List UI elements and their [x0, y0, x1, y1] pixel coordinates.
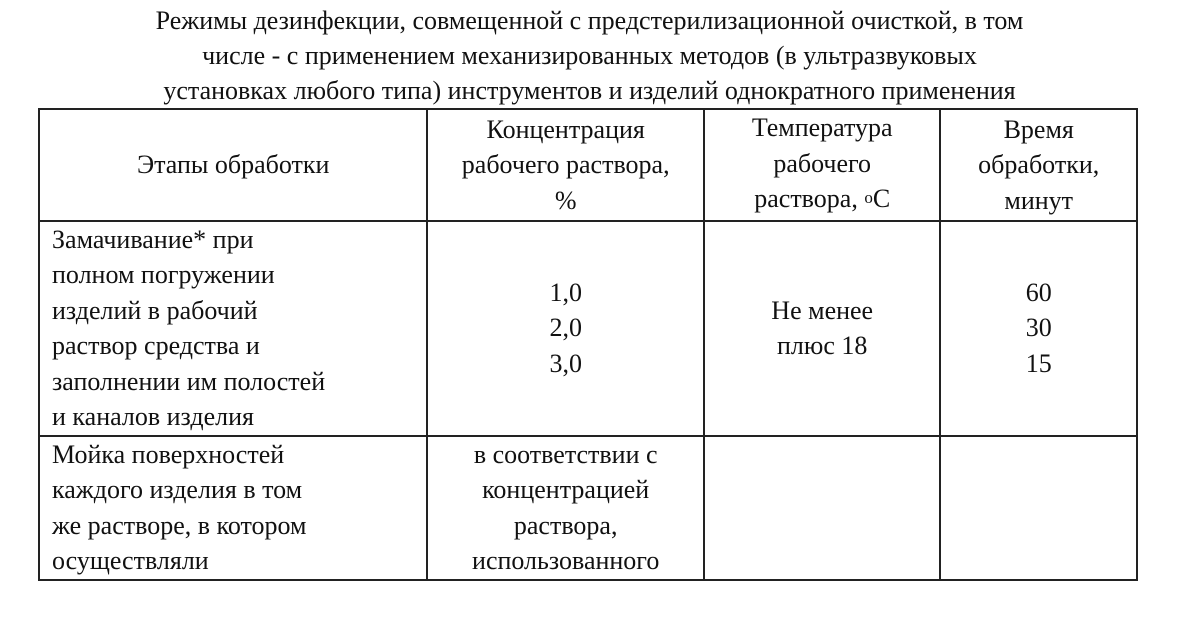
document-title: [20, 3, 1159, 108]
table-row: [39, 436, 1137, 580]
temperature-cell: [704, 436, 940, 580]
stage-cell: Мойка поверхностей каждого изделия в том же растворе, в котором осуществляли: [39, 436, 427, 580]
table-row: [39, 221, 1137, 436]
header-temperature: Температура рабочего раствора, $^о$С: [704, 109, 940, 221]
table-header-row: [39, 109, 1137, 221]
title-line: числе - с применением механизированных методов (в ультразвуковых: [202, 41, 977, 70]
header-stages: Этапы обработки: [39, 109, 427, 221]
degree-sign: о: [864, 188, 873, 207]
regimes-table: [38, 108, 1138, 581]
time-cell: [940, 436, 1137, 580]
stage-cell: Замачивание* при полном погружении изделий в рабочий раствор средства и заполнении им полостей и каналов изделия: [39, 221, 427, 436]
header-time: Время обработки, минут: [940, 109, 1137, 221]
title-line: Режимы дезинфекции, совмещенной с предстерилизационной очисткой, в том: [155, 6, 1024, 35]
temperature-cell: Не менее плюс 18: [704, 221, 940, 436]
header-concentration: Концентрация рабочего раствора, %: [427, 109, 704, 221]
time-cell: 60 30 15: [940, 221, 1137, 436]
concentration-cell: в соответствии с концентрацией раствора, использованного: [427, 436, 704, 580]
title-line: установках любого типа) инструментов и изделий однократного применения: [163, 76, 1016, 105]
concentration-cell: 1,0 2,0 3,0: [427, 221, 704, 436]
